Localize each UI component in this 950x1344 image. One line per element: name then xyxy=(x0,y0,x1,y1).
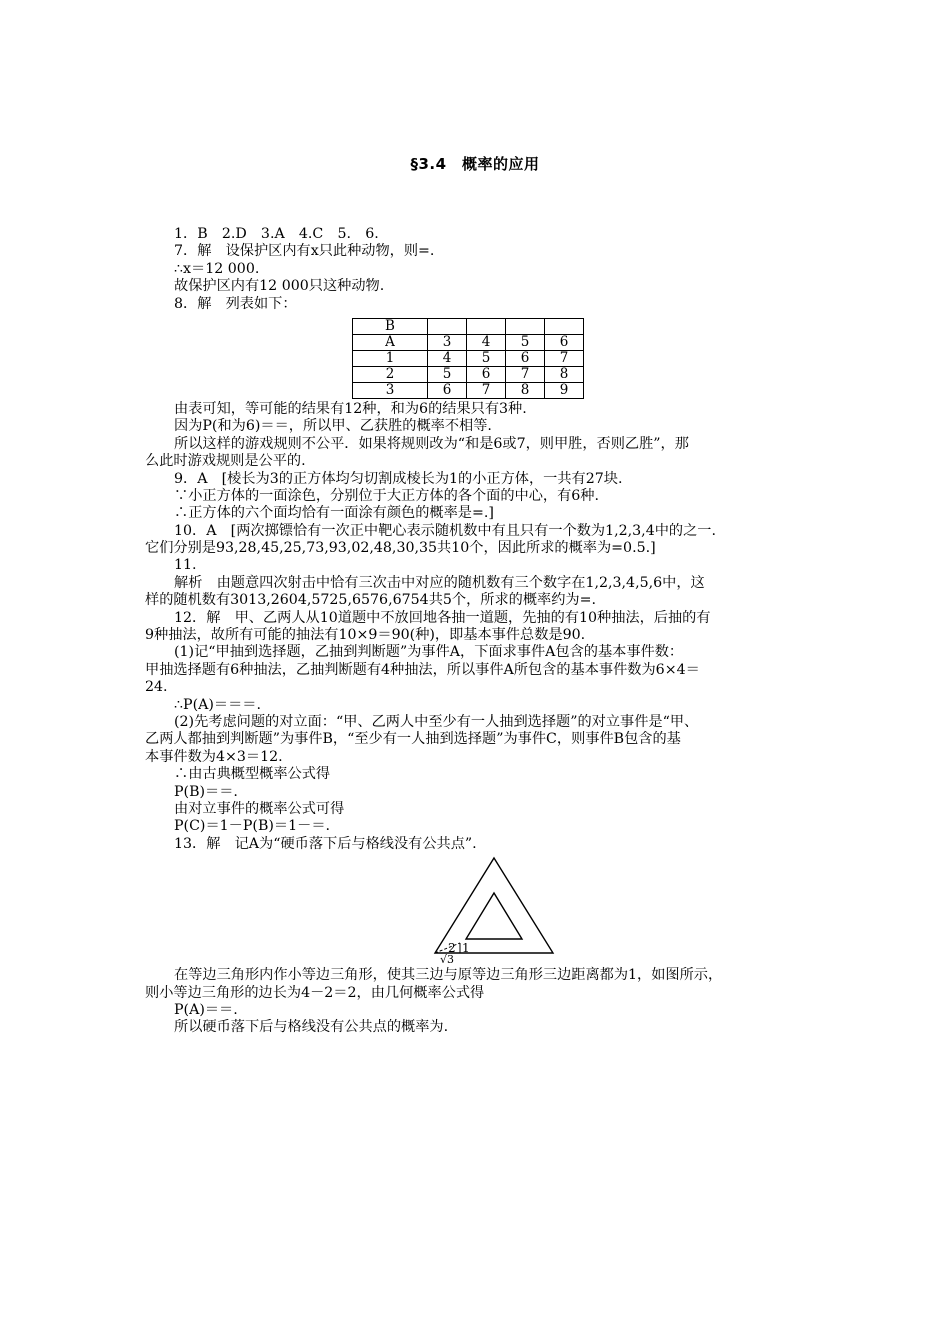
content-body xyxy=(145,226,825,1037)
triangle-figure xyxy=(145,855,825,965)
table-cell xyxy=(545,318,584,334)
text-line: 由表可知，等可能的结果有12种，和为6的结果只有3种. xyxy=(174,400,527,417)
text-line: ∴x＝12 000. xyxy=(174,260,260,277)
table-cell: 5 xyxy=(506,334,545,350)
text-line: 乙两人都抽到判断题”为事件B，“至少有一人抽到选择题”为事件C，则事件B包含的基 xyxy=(145,731,681,748)
text-line: 10．A [两次掷镖恰有一次正中靶心表示随机数中有且只有一个数为1,2,3,4中的之一. xyxy=(174,522,716,539)
text-line: 则小等边三角形的边长为4－2＝2，由几何概率公式得 xyxy=(145,984,485,1001)
table-cell: 9 xyxy=(545,382,584,398)
table-row xyxy=(353,318,584,334)
text-line: (2)先考虑问题的对立面：“甲、乙两人中至少有一人抽到选择题”的对立事件是“甲、 xyxy=(174,713,699,730)
text-line: ∵小正方体的一面涂色，分别位于大正方体的各个面的中心，有6种. xyxy=(174,487,599,504)
table-cell: 3 xyxy=(353,382,428,398)
table-cell xyxy=(467,318,506,334)
table-cell: 6 xyxy=(467,366,506,382)
text-line: P(A)＝＝. xyxy=(174,1001,238,1018)
table-cell: A xyxy=(353,334,428,350)
text-line: 它们分别是93,28,45,25,73,93,02,48,30,35共10个，因此所求的概率为=0.5.] xyxy=(145,540,656,557)
label-sqrt3: √3 xyxy=(440,953,455,964)
text-line: 12．解 甲、乙两人从10道题中不放回地各抽一道题，先抽的有10种抽法，后抽的有 xyxy=(174,609,711,626)
text-line: 13．解 记A为“硬币落下后与格线没有公共点”. xyxy=(174,835,477,852)
text-line: P(B)＝＝. xyxy=(174,783,238,800)
text-line: 由对立事件的概率公式可得 xyxy=(174,800,345,817)
table-cell: 6 xyxy=(545,334,584,350)
inner-triangle xyxy=(466,893,522,939)
text-line: 甲抽选择题有6种抽法，乙抽判断题有4种抽法，所以事件A所包含的基本事件数为6×4＝ xyxy=(145,661,700,678)
table-cell: B xyxy=(353,318,428,334)
table-cell xyxy=(506,318,545,334)
text-line: 24. xyxy=(145,679,168,696)
text-line: 解析 由题意四次射击中恰有三次击中对应的随机数有三个数字在1,2,3,4,5,6中，这 xyxy=(174,574,705,591)
table-cell: 6 xyxy=(428,382,467,398)
table-cell: 7 xyxy=(545,350,584,366)
text-line: 么此时游戏规则是公平的. xyxy=(145,453,306,470)
sum-table xyxy=(352,318,584,399)
text-line: 8．解 列表如下： xyxy=(174,295,297,312)
label-1: 1 xyxy=(462,941,470,956)
table-cell: 4 xyxy=(428,350,467,366)
text-line: 在等边三角形内作小等边三角形，使其三边与原等边三角形三边距离都为1，如图所示， xyxy=(174,967,723,984)
table-cell: 6 xyxy=(506,350,545,366)
table-row xyxy=(353,382,584,398)
table-cell: 5 xyxy=(428,366,467,382)
text-line: ∴由古典概型概率公式得 xyxy=(174,766,331,783)
text-line: 所以硬币落下后与格线没有公共点的概率为. xyxy=(174,1019,449,1036)
text-block-b xyxy=(145,401,825,853)
page-title: §3.4 概率的应用 xyxy=(410,155,540,173)
text-line: 故保护区内有12 000只这种动物. xyxy=(174,278,385,295)
table-cell: 1 xyxy=(353,350,428,366)
sum-table-wrap xyxy=(352,318,825,399)
text-line: 样的随机数有3013,2604,5725,6576,6754共5个，所求的概率约为=. xyxy=(145,592,596,609)
text-block-a xyxy=(145,226,825,313)
text-block-c xyxy=(145,967,825,1037)
text-line: (1)记“甲抽到选择题，乙抽到判断题”为事件A，下面求事件A包含的基本事件数： xyxy=(174,644,684,661)
text-line: 1．B 2.D 3.A 4.C 5. 6. xyxy=(174,226,379,242)
table-cell xyxy=(428,318,467,334)
table-row xyxy=(353,366,584,382)
text-line: 11. xyxy=(174,557,197,574)
table-cell: 2 xyxy=(353,366,428,382)
table-cell: 4 xyxy=(467,334,506,350)
text-line: 9．A [棱长为3的正方体均匀切割成棱长为1的小正方体，一共有27块. xyxy=(174,470,623,487)
text-line: 本事件数为4×3＝12. xyxy=(145,748,283,765)
text-line: 7．解 设保护区内有x只此种动物，则=. xyxy=(174,243,435,260)
table-cell: 7 xyxy=(467,382,506,398)
table-row xyxy=(353,334,584,350)
text-line: 所以这样的游戏规则不公平．如果将规则改为“和是6或7，则甲胜，否则乙胜”，那 xyxy=(174,435,689,452)
table-cell: 3 xyxy=(428,334,467,350)
table-cell: 8 xyxy=(506,382,545,398)
table-cell: 5 xyxy=(467,350,506,366)
text-line: ∴正方体的六个面均恰有一面涂有颜色的概率是=.] xyxy=(174,505,494,522)
table-row xyxy=(353,350,584,366)
label-2: 2 xyxy=(448,941,456,956)
text-line: ∴P(A)＝＝＝. xyxy=(174,696,261,713)
triangle-diagram xyxy=(430,855,560,963)
table-cell: 8 xyxy=(545,366,584,382)
table-cell: 7 xyxy=(506,366,545,382)
text-line: 因为P(和为6)＝＝，所以甲、乙获胜的概率不相等. xyxy=(174,418,492,435)
text-line: P(C)＝1－P(B)＝1－＝. xyxy=(174,818,331,835)
text-line: 9种抽法，故所有可能的抽法有10×9＝90(种)，即基本事件总数是90. xyxy=(145,627,586,644)
